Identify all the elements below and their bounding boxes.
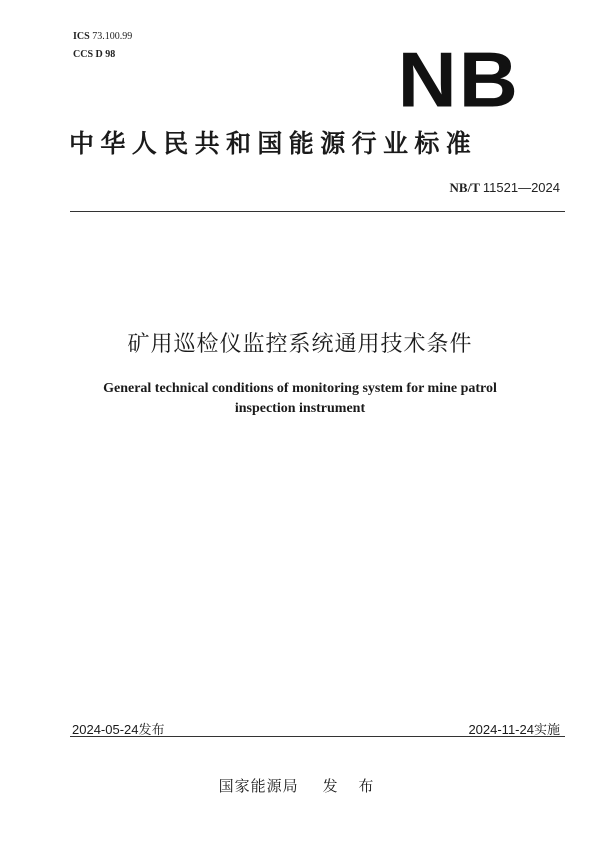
implementation-label: 实施: [533, 723, 560, 738]
ics-code: [73, 31, 132, 42]
ics-value: 73.100.99: [92, 31, 133, 42]
publisher-name: 国家能源局: [218, 777, 299, 795]
ccs-label: CCS: [73, 49, 94, 60]
top-divider: [70, 211, 565, 212]
publisher-line: [0, 775, 600, 796]
issue-date-value: 2024-05-24: [72, 722, 139, 737]
english-title-line-1: General technical conditions of monitoring system for mine patrol: [103, 381, 497, 396]
english-title-line-2: inspection instrument: [234, 401, 366, 416]
standard-prefix: NB/T: [449, 180, 480, 195]
document-title-chinese: 矿用巡检仪监控系统通用技术条件: [127, 332, 473, 357]
standard-type-title: 中华人民共和国能源行业标准: [69, 129, 478, 158]
standard-number-value: 11521—2024: [482, 180, 560, 195]
issue-label: 发布: [138, 723, 165, 738]
ccs-code: [73, 49, 115, 60]
nb-logo: NB: [397, 37, 520, 124]
bottom-divider: [70, 736, 565, 737]
standard-number: [450, 180, 560, 196]
implementation-date-value: 2024-11-24: [468, 722, 534, 737]
ccs-value: D 98: [95, 49, 116, 60]
publish-action: 发 布: [322, 777, 382, 795]
document-title-english: [90, 379, 510, 419]
ics-label: ICS: [73, 31, 90, 42]
